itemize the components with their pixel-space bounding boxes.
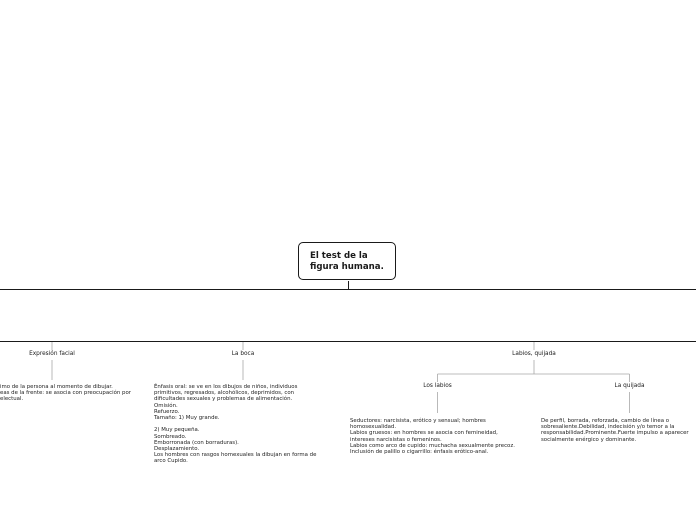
topic-la-quijada[interactable]: La quijada	[614, 383, 645, 389]
root-topic[interactable]: El test de la figura humana.	[298, 242, 396, 280]
detail-los-labios[interactable]: Seductores: narcisista, erótico y sensual; hombres homosexualidad. Labios gruesos: en hombres se asocia con femineidad, intereses narcisistas o femeninos. Labios como arco de cupido: muchacha sexualmente precoz. Inclusión de palillo o cigarrillo: énfasis erótico-anal.	[350, 418, 515, 456]
topic-labios-quijada[interactable]: Labios, quijada	[512, 351, 556, 357]
topic-la-boca[interactable]: La boca	[231, 351, 255, 357]
topic-expresion-facial[interactable]: Expresión facial	[29, 351, 75, 357]
detail-la-boca[interactable]: Énfasis oral: se ve en los dibujos de niños, individuos primitivos, regresados, alcohólicos, deprimidos, con dificultades sexuales y problemas de alimentación. Omisión. Refuerzo. Tamaño: 1) Muy grande. 2) Muy pequeña. Sombreado. Emborronada (con borraduras). Desplazamiento. Los hombres con rasgos homexuales la dibujan en forma de arco Cupido.	[154, 384, 317, 465]
detail-la-quijada[interactable]: De perfil, borrada, reforzada, cambio de línea o sobresaliente.Debilidad, indecisión y/o temor a la responsabilidad.Prominente.Fuerte impulso a aparecer socialmente enérgico y dominante.	[541, 418, 689, 443]
detail-expresion-facial[interactable]: imo de la persona al momento de dibujar. eas de la frente: se asocia con preocupación por electual.	[0, 384, 131, 403]
topic-los-labios[interactable]: Los labios	[423, 383, 452, 389]
